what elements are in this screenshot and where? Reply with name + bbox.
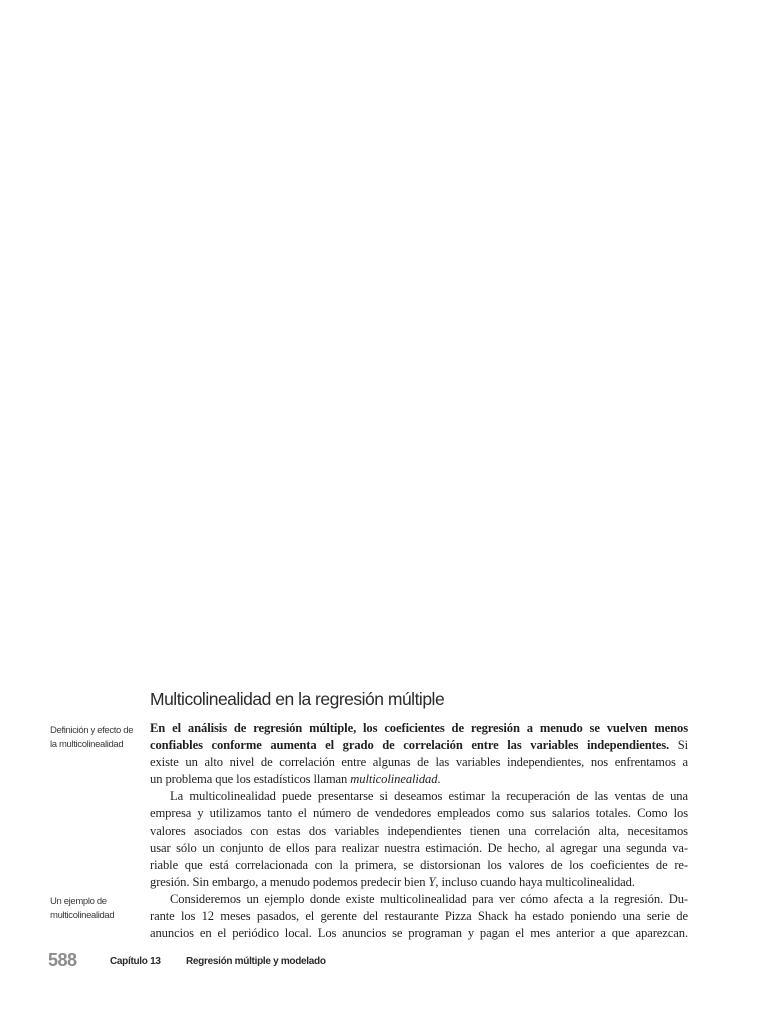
paragraph-multicollinearity <box>150 788 688 891</box>
text-line: Consideremos un ejemplo donde existe multicolinealidad para ver cómo afecta a la regresión. Du- <box>170 891 688 906</box>
text-line <box>150 720 688 737</box>
paragraph-example <box>150 891 688 942</box>
text-line <box>150 874 688 891</box>
italic-term: multicolinealidad <box>350 772 438 787</box>
margin-note-example <box>50 895 145 922</box>
bold-text: En el análisis de regresión múltiple, los coeficientes de regresión a menudo se vuelven menos <box>150 721 688 735</box>
section-heading: Multicolinealidad en la regresión múltiple <box>150 689 445 709</box>
text-line: rante los 12 meses pasados, el gerente del restaurante Pizza Shack ha estado poniendo una serie de <box>150 909 688 924</box>
text-segment: gresión. Sin embargo, a menudo podemos predecir bien <box>150 874 429 889</box>
page-footer <box>48 950 708 974</box>
italic-term: Y <box>428 874 436 889</box>
text-line: La multicolinealidad puede presentarse si deseamos estimar la recuperación de las ventas de una <box>170 789 688 804</box>
text-line <box>150 737 688 754</box>
bold-text: confiables conforme aumenta el grado de correlación entre las variables independientes. <box>150 738 670 753</box>
body-text <box>150 720 688 942</box>
text-line: valores asociados con estas dos variables independientes tienen una correlación alta, necesitamos <box>150 823 688 838</box>
margin-note-line: Definición y efecto de <box>50 725 134 736</box>
paragraph-intro <box>150 720 688 788</box>
text-line: usar sólo un conjunto de ellos para realizar nuestra estimación. De hecho, al agregar una segunda va- <box>150 840 688 855</box>
text-line <box>150 771 688 788</box>
page-number: 588 <box>48 950 77 970</box>
text-line: empresa y utilizamos tanto el número de vendedores empleados como sus salarios totales. Como los <box>150 806 688 821</box>
text-segment: un problema que los estadísticos llaman <box>150 772 351 787</box>
chapter-label: Capítulo 13 <box>110 956 161 967</box>
text-segment: , incluso cuando haya multicolinealidad. <box>435 874 635 889</box>
margin-note-line: multicolinealidad <box>50 909 115 921</box>
margin-note-definition <box>50 724 145 751</box>
text-line: existe un alto nivel de correlación entre algunas de las variables independientes, nos enfrentamos a <box>150 755 688 770</box>
text-segment: . <box>437 772 441 787</box>
text-line: anuncios en el periódico local. Los anuncios se programan y pagan el mes anterior a que aparezcan. <box>150 926 688 941</box>
text-line: riable que está correlacionada con la primera, se distorsionan los valores de los coeficientes de re- <box>150 857 688 872</box>
text-segment: Si <box>669 738 688 753</box>
margin-note-line: la multicolinealidad <box>50 738 124 750</box>
margin-note-line: Un ejemplo de <box>50 896 107 907</box>
chapter-title: Regresión múltiple y modelado <box>186 956 326 967</box>
